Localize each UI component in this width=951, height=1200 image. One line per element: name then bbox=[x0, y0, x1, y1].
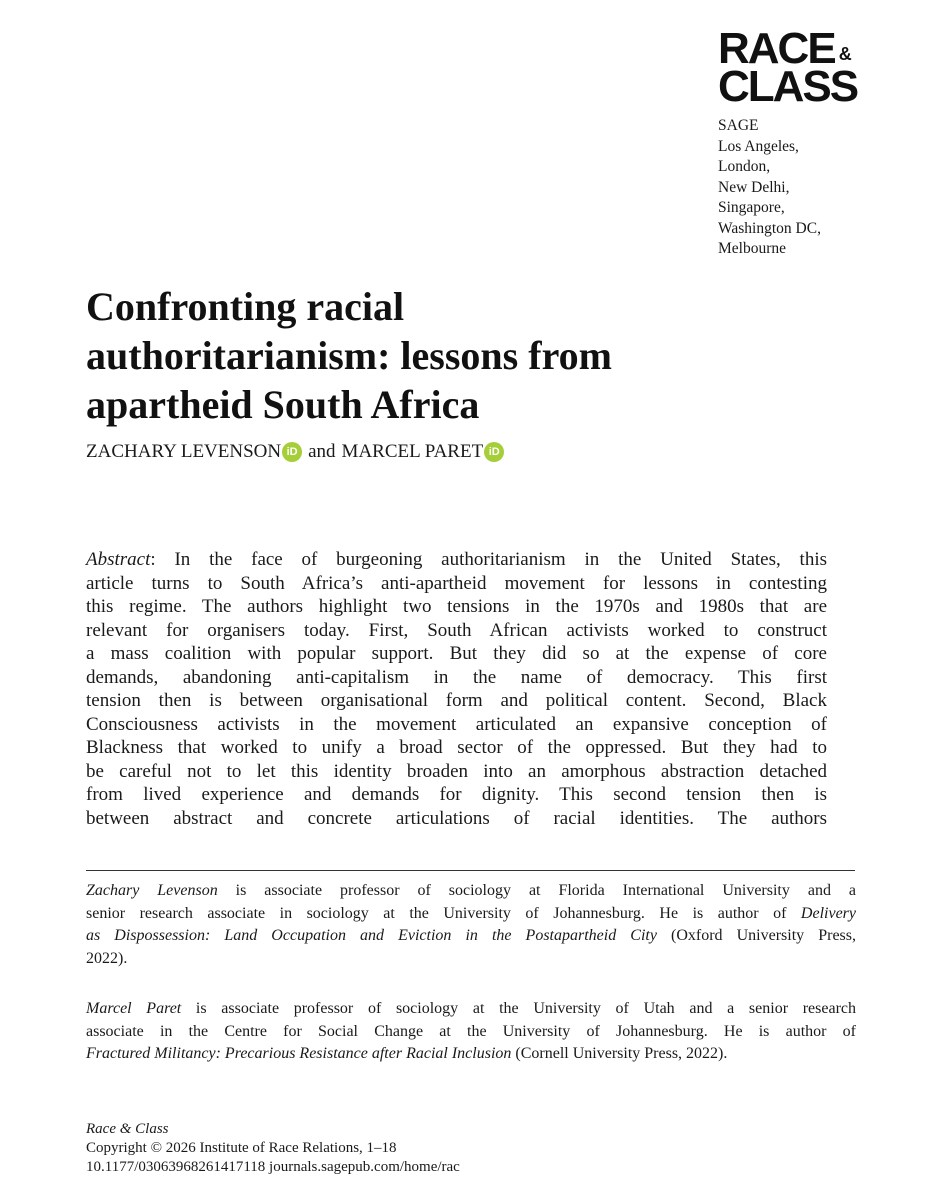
bio-line: as Dispossession: Land Occupation and Eviction in the Postapartheid City (Oxford University Press, bbox=[86, 927, 856, 944]
abstract-line: this regime. The authors highlight two tensions in the 1970s and 1980s that are bbox=[86, 596, 827, 617]
abstract-line: a mass coalition with popular support. But they did so at the expense of core bbox=[86, 643, 827, 664]
publisher-location: Los Angeles, bbox=[718, 137, 799, 155]
title-line: authoritarianism: lessons from bbox=[86, 333, 612, 378]
bio-line: Marcel Paret is associate professor of sociology at the University of Utah and a senior research bbox=[86, 1000, 857, 1017]
abstract-line: be careful not to let this identity broaden into an amorphous abstraction detached bbox=[86, 760, 827, 782]
abstract-line: tension then is between organisational form and political content. Second, Black bbox=[86, 690, 827, 711]
publisher-block bbox=[718, 116, 918, 260]
footer-journal-name: Race & Class bbox=[86, 1121, 169, 1137]
publisher-location: Melbourne bbox=[718, 240, 787, 257]
footnote-divider bbox=[86, 870, 855, 871]
abstract-line: Abstract: In the face of burgeoning authoritarianism in the United States, this bbox=[86, 549, 827, 570]
bio-author-name: Marcel Paret bbox=[86, 1000, 182, 1017]
abstract-line: article turns to South Africa’s anti-apartheid movement for lessons in contesting bbox=[86, 572, 827, 594]
publisher-name: SAGE bbox=[718, 117, 759, 134]
orcid-icon[interactable]: iD bbox=[282, 442, 302, 462]
orcid-icon[interactable]: iD bbox=[484, 442, 504, 462]
logo-word-class: CLASS bbox=[718, 62, 858, 111]
author-bio-paret bbox=[86, 998, 856, 1066]
abstract-line: Blackness that worked to unify a broad sector of the oppressed. But they had to bbox=[86, 737, 827, 758]
abstract bbox=[86, 548, 827, 830]
abstract-line: Consciousness activists in the movement articulated an expansive conception of bbox=[86, 713, 827, 735]
author-name-paret: MARCEL PARET bbox=[341, 441, 484, 462]
abstract-line: between abstract and concrete articulations of racial identities. The authors bbox=[86, 807, 827, 829]
footer-copyright: Copyright © 2026 Institute of Race Relations, 1–18 bbox=[86, 1140, 397, 1156]
publisher-location: New Delhi, bbox=[718, 178, 790, 196]
bio-line: senior research associate in sociology at the University of Johannesburg. He is author of Delivery bbox=[86, 904, 856, 922]
bio-line: Fractured Militancy: Precarious Resistance after Racial Inclusion (Cornell University Press, 2022). bbox=[86, 1045, 728, 1062]
bio-author-name: Zachary Levenson bbox=[86, 882, 218, 899]
bio-line: associate in the Centre for Social Change at the University of Johannesburg. He is author of bbox=[86, 1022, 856, 1040]
publisher-location: Singapore, bbox=[718, 199, 785, 216]
logo-ampersand: & bbox=[838, 44, 852, 64]
citation-footer bbox=[86, 1120, 686, 1177]
journal-logo bbox=[718, 24, 868, 111]
abstract-line: from lived experience and demands for dignity. This second tension then is bbox=[86, 784, 827, 805]
author-name-levenson: ZACHARY LEVENSON bbox=[86, 441, 282, 462]
footer-doi-link[interactable]: 10.1177/03063968261417118 journals.sagepub.com/home/rac bbox=[86, 1159, 460, 1175]
article-title bbox=[86, 282, 806, 429]
abstract-line: relevant for organisers today. First, South African activists worked to construct bbox=[86, 619, 827, 641]
abstract-line: demands, abandoning anti-capitalism in the name of democracy. This first bbox=[86, 666, 827, 688]
abstract-label: Abstract bbox=[86, 549, 151, 570]
title-line: Confronting racial bbox=[86, 284, 405, 329]
author-bio-levenson bbox=[86, 880, 856, 970]
bio-line: 2022). bbox=[86, 949, 128, 967]
publisher-location: London, bbox=[718, 158, 771, 175]
bio-line: Zachary Levenson is associate professor of sociology at Florida International University and a bbox=[86, 882, 856, 899]
author-line bbox=[86, 440, 510, 464]
title-line: apartheid South Africa bbox=[86, 382, 480, 427]
logo-word-race: RACE bbox=[718, 24, 835, 73]
author-conjunction: and bbox=[308, 441, 336, 462]
publisher-location: Washington DC, bbox=[718, 219, 821, 237]
